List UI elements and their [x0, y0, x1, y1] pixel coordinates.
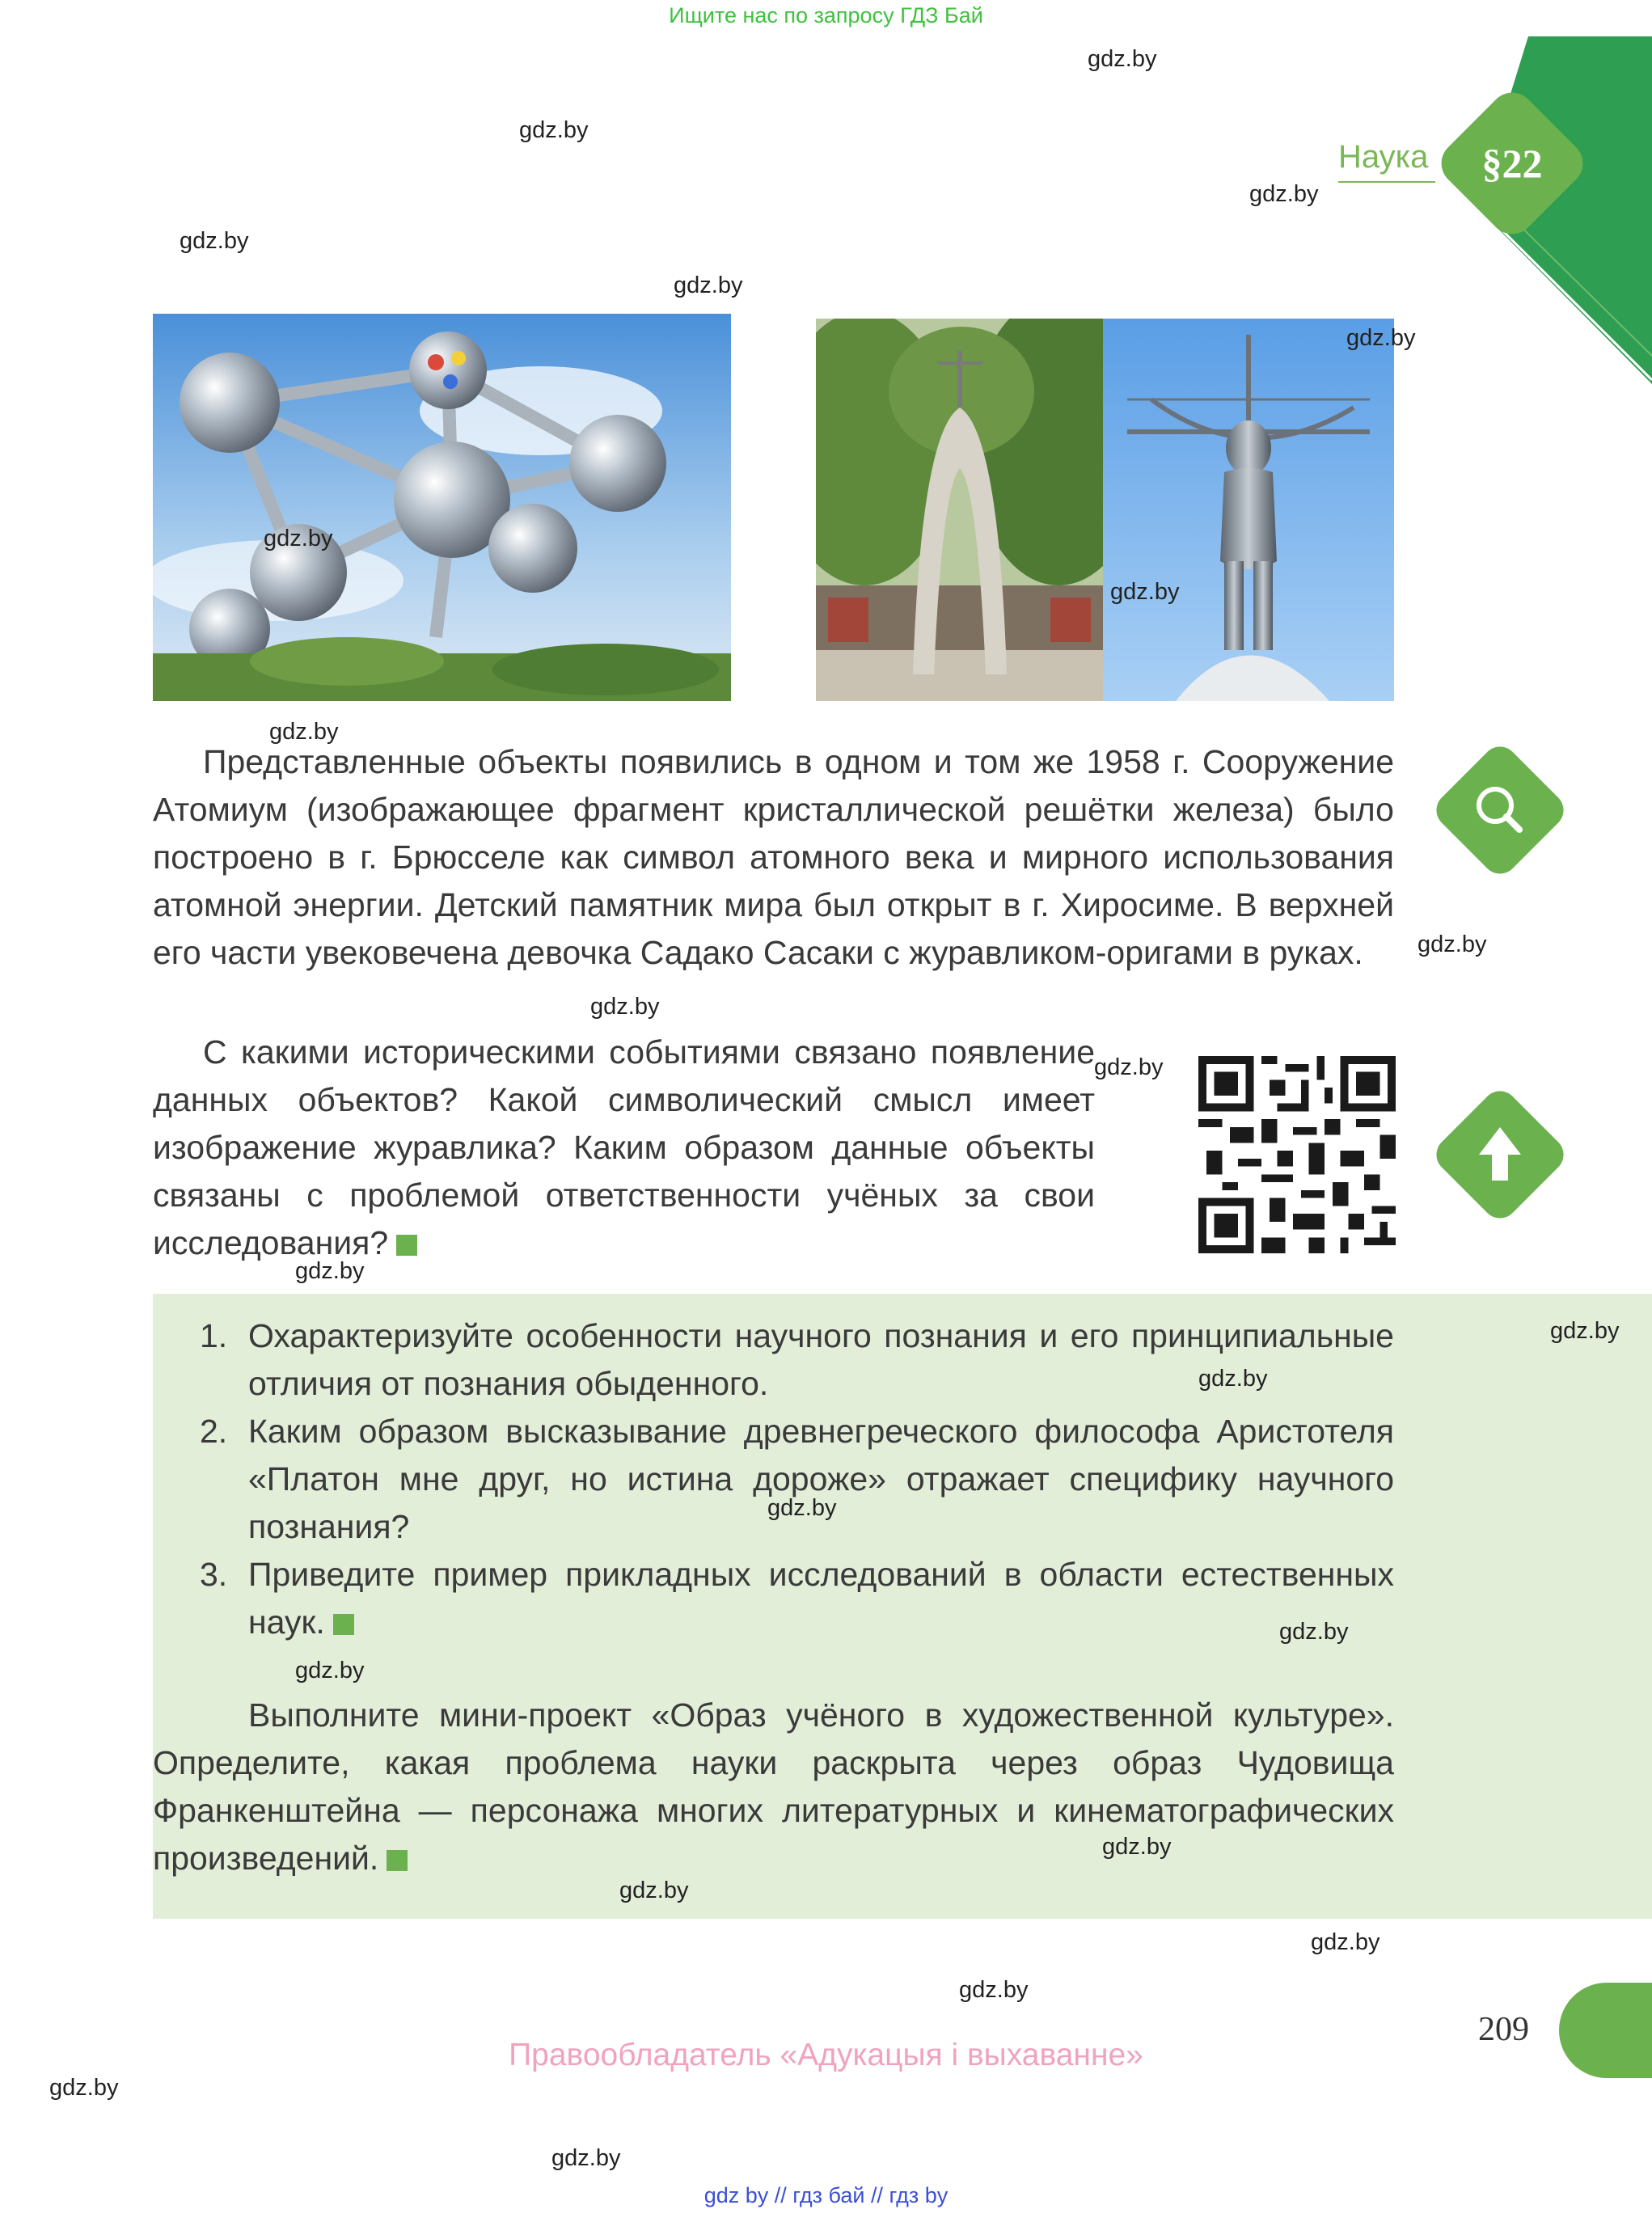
- question-item: [153, 1312, 1394, 1408]
- watermark[interactable]: gdz.by: [264, 526, 333, 551]
- end-marker-icon: [333, 1614, 354, 1635]
- question-number: 2.: [200, 1413, 228, 1450]
- intro-text: [153, 738, 1394, 977]
- watermark[interactable]: gdz.by: [519, 117, 589, 143]
- question-text: Охарактеризуйте особенности научного познания и его принципиальные отличия от познания обыденного.: [248, 1317, 1394, 1402]
- paragraph-number: §22: [1481, 141, 1543, 186]
- question-number: 3.: [200, 1556, 228, 1593]
- watermark[interactable]: gdz.by: [1088, 46, 1157, 72]
- statue-closeup-photo: [1103, 319, 1394, 701]
- watermark[interactable]: gdz.by: [767, 1495, 837, 1521]
- intro-paragraph-1: Представленные объекты появились в одном и том же 1958 г. Сооружение Атомиум (изображающее фрагмент кристаллической решётки железа) было построено в г. Брюсселе как символ атомного века и мирного использования атомной энергии. Детский памятник мира был открыт в г. Хиросиме. В верхней его части увековечена девочка Садако Сасаки с журавликом-оригами в руках.: [153, 743, 1394, 971]
- watermark[interactable]: gdz.by: [959, 1977, 1029, 2003]
- watermark[interactable]: gdz.by: [1550, 1318, 1620, 1344]
- paragraph-badge: [1456, 107, 1569, 220]
- project-text: Выполните мини-проект «Образ учёного в художественной культуре». Определите, какая проблема науки раскрыта через образ Чудовища Франкенштейна — персонажа многих литературных и кинематографических произведений.: [153, 1696, 1394, 1877]
- question-item: [153, 1551, 1394, 1646]
- watermark[interactable]: gdz.by: [674, 272, 743, 298]
- watermark[interactable]: gdz.by: [49, 2075, 119, 2101]
- watermark[interactable]: gdz.by: [1102, 1834, 1172, 1860]
- watermark[interactable]: gdz.by: [1094, 1054, 1164, 1080]
- question-item: [153, 1408, 1394, 1551]
- atomium-photo: [153, 314, 731, 701]
- watermark[interactable]: gdz.by: [1346, 325, 1416, 351]
- intro-questions: [153, 1029, 1095, 1267]
- questions-list: [153, 1312, 1394, 1646]
- watermark[interactable]: gdz.by: [590, 994, 660, 1020]
- end-marker-icon: [396, 1235, 417, 1256]
- watermark[interactable]: gdz.by: [180, 228, 249, 254]
- section-underline: [1338, 181, 1435, 183]
- watermark[interactable]: gdz.by: [551, 2145, 621, 2171]
- intro-paragraph-2: С какими историческими событиями связано появление данных объектов? Какой символический смысл имеет изображение журавлика? Каким образом данные объекты связаны с проблемой ответственности учёных за свои исследования?: [153, 1033, 1095, 1261]
- copyright-notice: Правообладатель «Адукацыя і выхаванне»: [509, 2038, 1143, 2072]
- qr-code[interactable]: [1198, 1056, 1396, 1253]
- search-icon[interactable]: [1442, 752, 1558, 868]
- watermark[interactable]: gdz.by: [1198, 1366, 1268, 1392]
- watermark[interactable]: gdz.by: [619, 1878, 689, 1903]
- page-number: 209: [1478, 2011, 1529, 2048]
- watermark[interactable]: gdz.by: [295, 1658, 365, 1683]
- watermark[interactable]: gdz.by: [1311, 1929, 1380, 1955]
- question-text: Каким образом высказывание древнегреческого философа Аристотеля «Платон мне друг, но истина дороже» отражает специфику научного познания?: [248, 1413, 1394, 1545]
- watermark[interactable]: gdz.by: [1279, 1619, 1349, 1645]
- section-title: Наука: [1338, 139, 1429, 175]
- watermark[interactable]: gdz.by: [269, 719, 339, 745]
- end-marker-icon: [387, 1850, 408, 1871]
- watermark[interactable]: gdz.by: [1249, 181, 1319, 207]
- watermark[interactable]: gdz.by: [1418, 931, 1487, 957]
- top-banner[interactable]: Ищите нас по запросу ГДЗ Бай: [669, 3, 983, 27]
- question-text: Приведите пример прикладных исследований в области естественных наук.: [248, 1556, 1394, 1641]
- peace-monument-photo: [816, 319, 1103, 701]
- mini-project-text: [153, 1692, 1394, 1882]
- watermark[interactable]: gdz.by: [295, 1258, 365, 1284]
- arrow-up-icon[interactable]: [1442, 1096, 1558, 1213]
- question-number: 1.: [200, 1317, 228, 1354]
- bottom-banner[interactable]: gdz by // гдз бай // гдз by: [703, 2183, 949, 2207]
- watermark[interactable]: gdz.by: [1110, 579, 1180, 605]
